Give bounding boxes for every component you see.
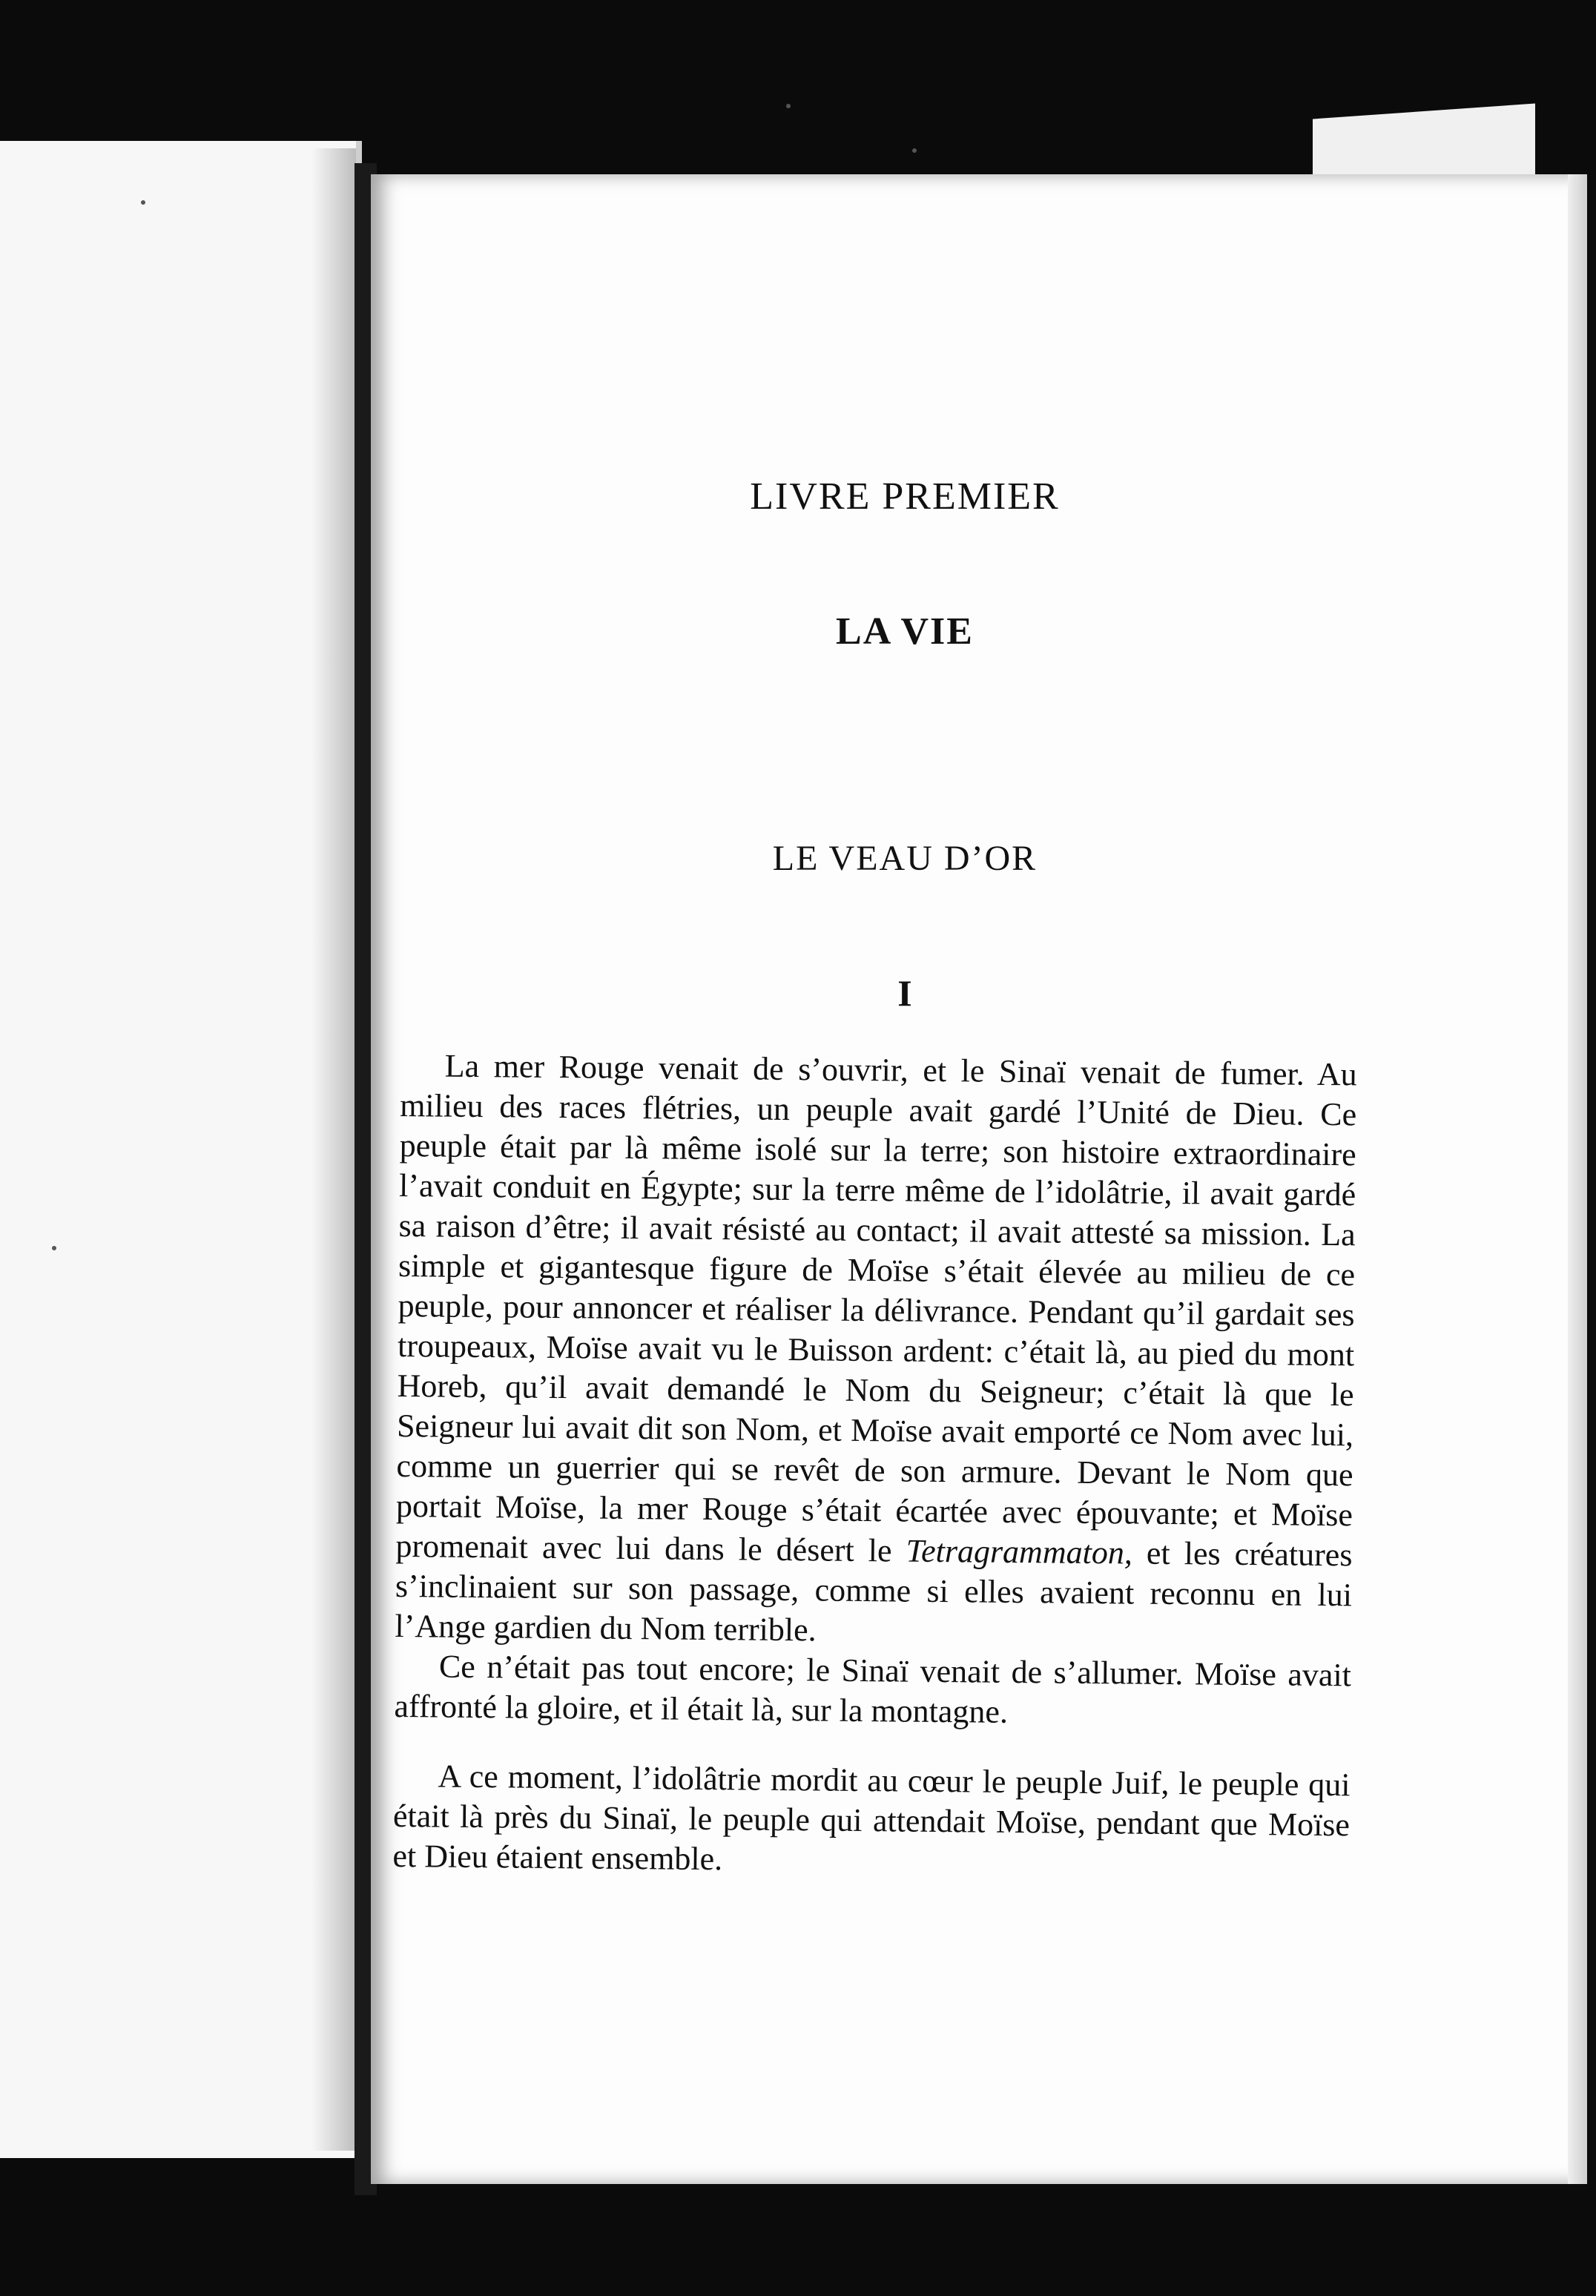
book-title: LIVRE PREMIER: [750, 475, 1060, 518]
dust-speck: [141, 200, 145, 205]
dust-speck: [52, 1246, 56, 1250]
body-text: [392, 1046, 1357, 1885]
paragraph-1-text-end: et les créatures s’inclinaient sur son passage, comme si elles avaient reconnu en lui l’Ange gardien du Nom terrible.: [395, 1534, 1353, 1649]
left-page-blank: [0, 141, 362, 2158]
dust-speck: [786, 104, 791, 108]
paragraph-1: [395, 1046, 1357, 1655]
part-title: LA VIE: [836, 610, 974, 653]
chapter-title: LE VEAU D’OR: [772, 839, 1038, 878]
page-edge: [1568, 174, 1587, 2184]
section-number: I: [897, 972, 912, 1014]
dust-speck: [912, 148, 917, 153]
paragraph-2: Ce n’était pas tout encore; le Sinaï venait de s’allumer. Moïse avait affronté la gloire, et il était là, sur la montagne.: [394, 1648, 1352, 1730]
paragraph-3: A ce moment, l’idolâtrie mordit au cœur le peuple Juif, le peuple qui était là près du Sinaï, le peuple qui attendait Moïse, pendant que Moïse et Dieu étaient ensemble.: [392, 1758, 1351, 1878]
paragraph-1-italic-term: Tetragrammaton,: [906, 1532, 1133, 1571]
left-page-fold-shadow: [311, 148, 356, 2151]
paragraph-1-text-start: La mer Rouge venait de s’ouvrir, et le Sinaï venait de fumer. Au milieu des races flétries, un peuple avait gardé l’Unité de Dieu. Ce peuple était par là même isolé sur la terre; son histoire extraordinaire l’avait conduit en Égypte; sur la terre même de l’idolâtrie, il avait gardé sa raison d’être; il avait résisté au contact; il avait attesté sa mission. La simple et gigantesque figure de Moïse s’était élevée au milieu de ce peuple, pour annoncer et réaliser la délivrance. Pendant qu’il gardait ses troupeaux, Moïse avait vu le Buisson ardent: c’était là, au pied du mont Horeb, qu’il avait demandé le Nom du Seigneur; c’était là que le Seigneur lui avait dit son Nom, et Moïse avait emporté ce Nom avec lui, comme un guerrier qui se revêt de son armure. Devant le Nom que portait Moïse, la mer Rouge s’était écartée avec épouvante; et Moïse promenait avec lui dans le désert le: [395, 1047, 1357, 1569]
